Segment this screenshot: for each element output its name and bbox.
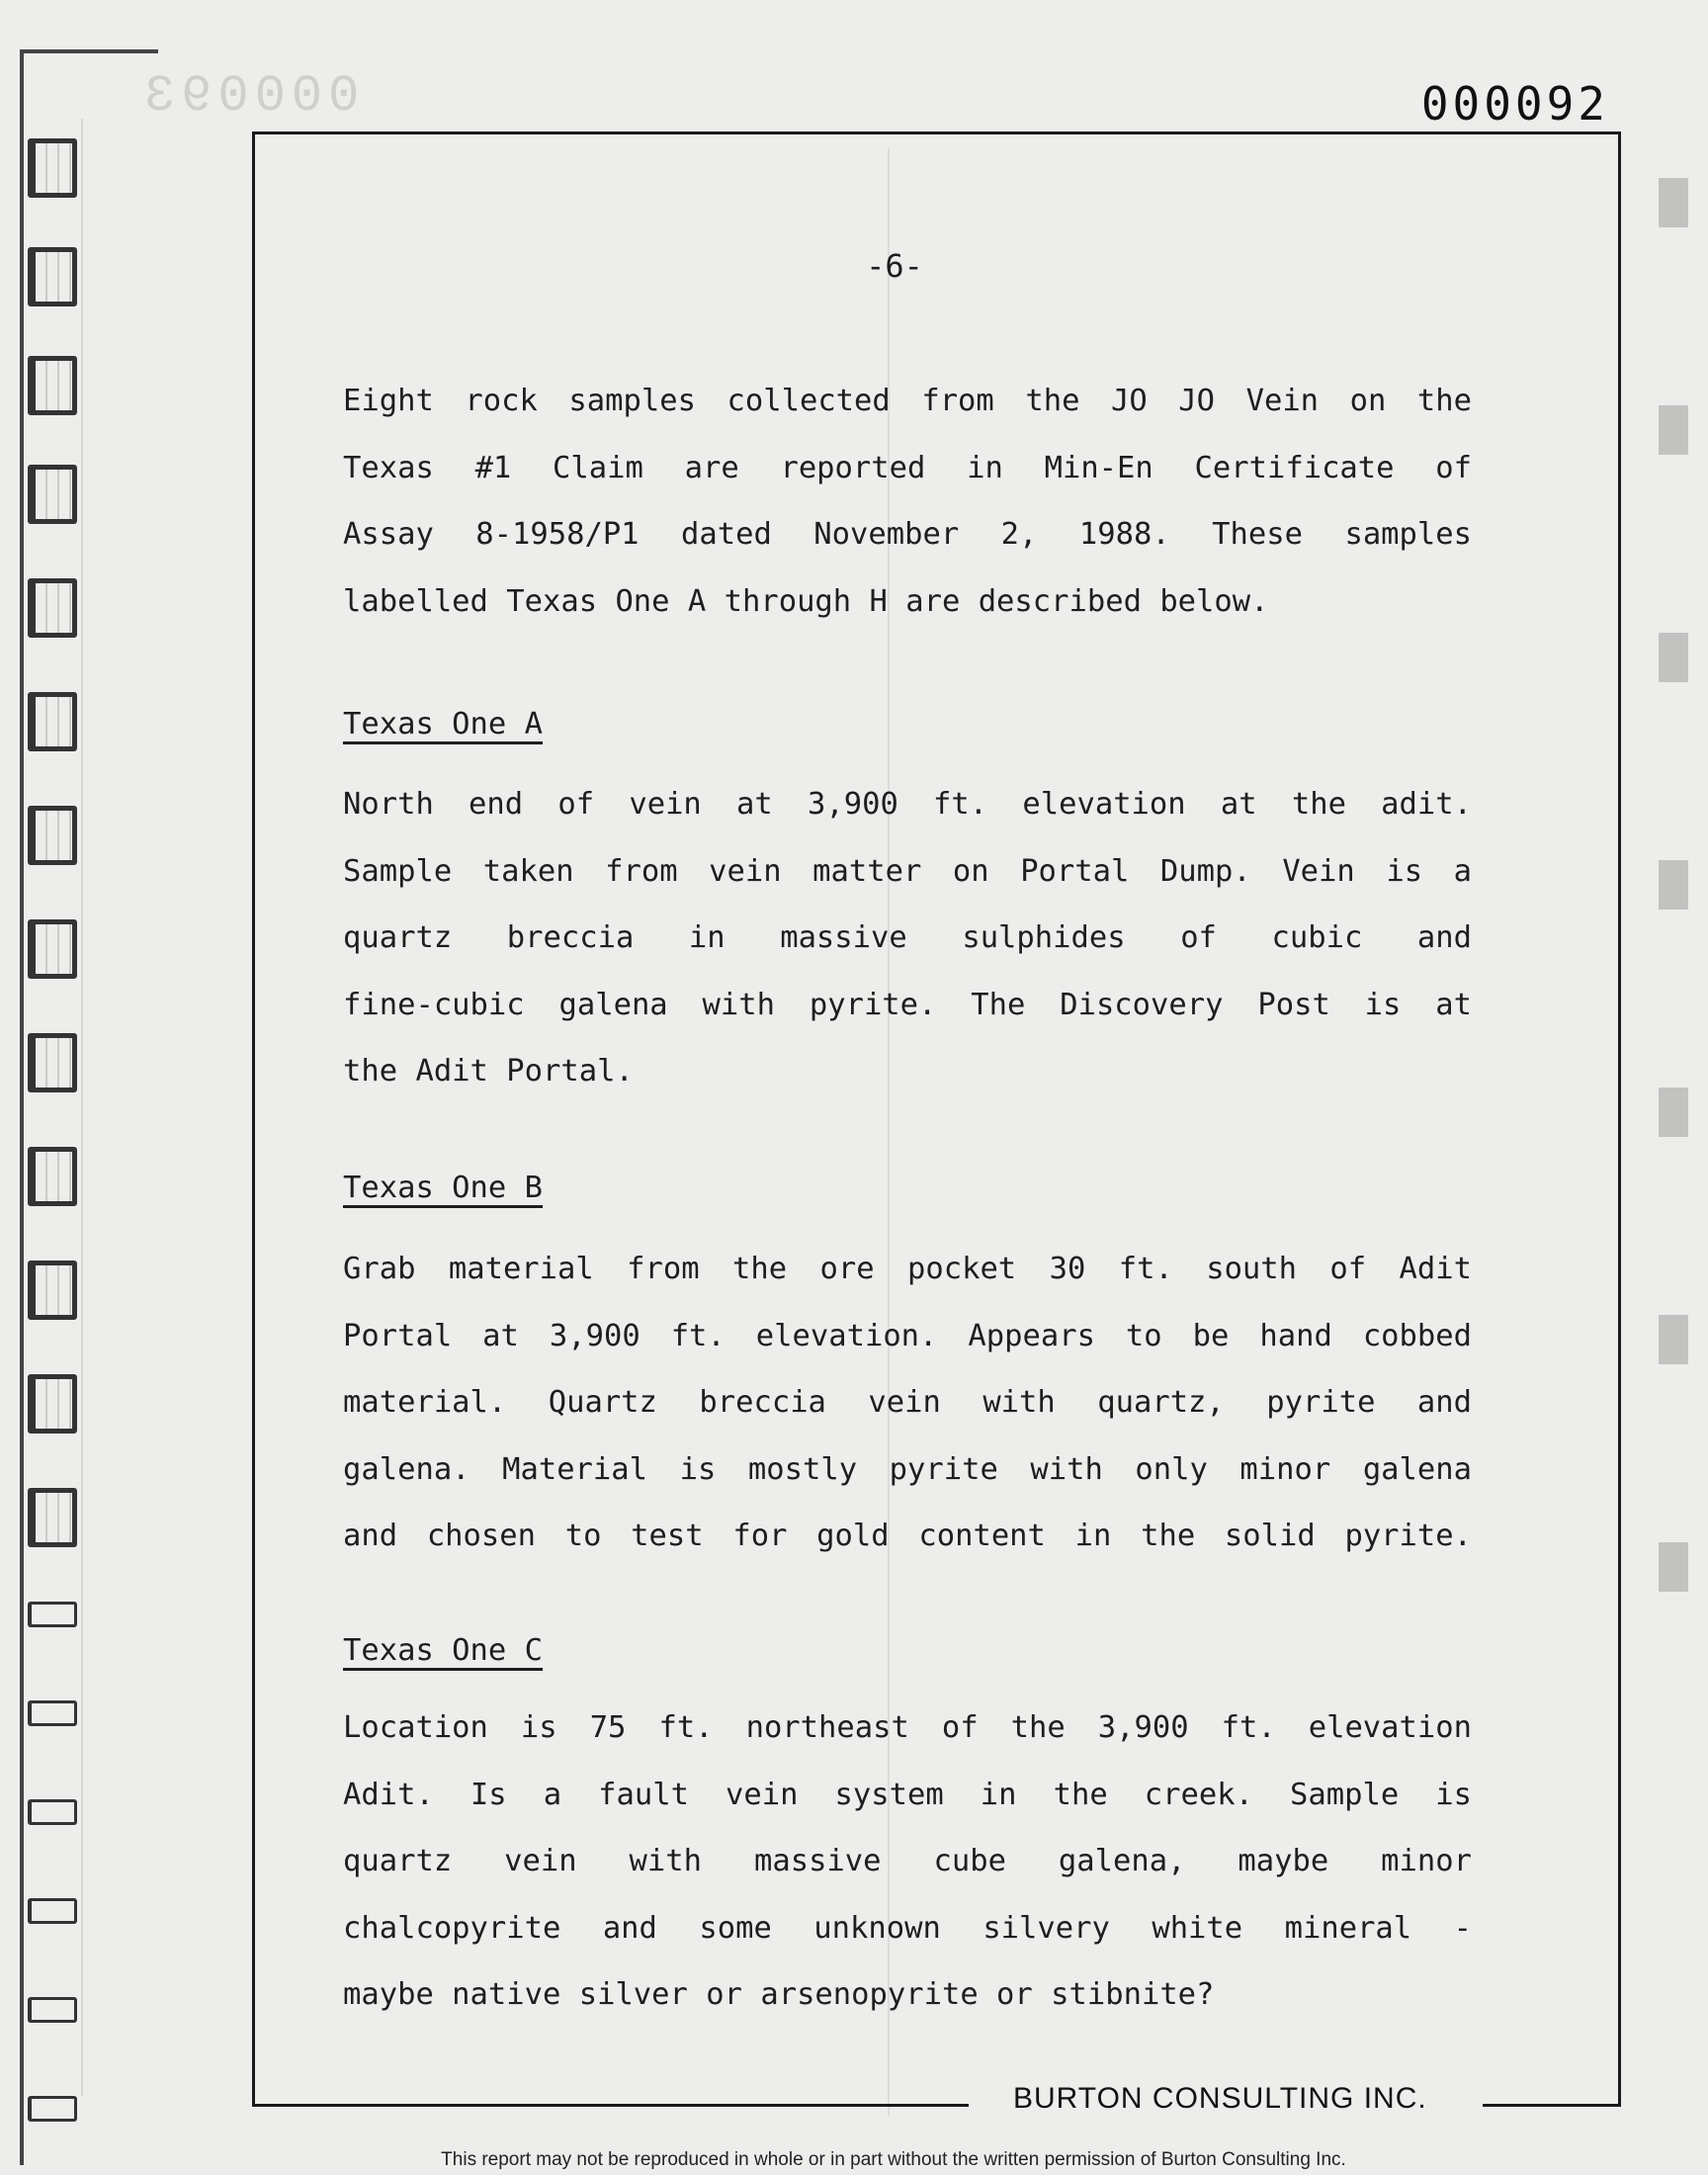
text-line: quartz vein with massive cube galena, maybe minor [343,1844,1472,1878]
bleed-through-edge-marks [1659,89,1688,1770]
text-line: fine-cubic galena with pyrite. The Discovery Post is at [343,987,1472,1022]
bleed-through-serial: 000093 [138,67,360,126]
binding-ring [28,1997,77,2023]
copyright-disclaimer: This report may not be reproduced in whole or in part without the written permission of Burton Consulting Inc. [441,2149,1346,2170]
binding-ring [28,1602,77,1627]
text-line: North end of vein at 3,900 ft. elevation at the adit. [343,787,1472,822]
text-line: Location is 75 ft. northeast of the 3,900 ft. elevation [343,1710,1472,1745]
intro-paragraph [343,368,1472,635]
page-serial-number: 000092 [1420,77,1609,130]
section-heading-texas-one-c: Texas One C [343,1633,543,1668]
company-name: BURTON CONSULTING INC. [1013,2082,1427,2115]
binding-ring [28,138,77,198]
top-margin-scribble [692,0,1068,40]
section-paragraph-texas-one-b [343,1236,1472,1570]
text-line: material. Quartz breccia vein with quartz, pyrite and [343,1385,1472,1420]
spiral-binding [14,40,83,2175]
text-line: chalcopyrite and some unknown silvery white mineral - [343,1910,1472,1946]
binding-ring [28,1147,77,1206]
binding-ring [28,1033,77,1092]
text-line: Eight rock samples collected from the JO JO Vein on the [343,384,1472,418]
binding-ring [28,356,77,415]
binding-ring [28,1374,77,1434]
section-paragraph-texas-one-c [343,1695,1472,2029]
text-line: and chosen to test for gold content in the solid pyrite. [343,1519,1472,1553]
text-line: Texas #1 Claim are reported in Min-En Certificate of [343,450,1472,485]
binding-ring [28,1799,77,1825]
binding-corner [20,49,158,53]
text-line: maybe native silver or arsenopyrite or stibnite? [343,1977,1215,2012]
binding-ring [28,806,77,865]
page-number: -6- [866,247,923,285]
binding-ring [28,247,77,306]
binding-ring [28,1261,77,1320]
text-line: Adit. Is a fault vein system in the creek. Sample is [343,1777,1472,1812]
text-line: Sample taken from vein matter on Portal Dump. Vein is a [343,853,1472,889]
binding-spine [20,49,24,2165]
binding-ring [28,1700,77,1726]
binding-ring [28,692,77,751]
binding-ring [28,919,77,979]
binding-ring [28,1898,77,1924]
binding-ring [28,2096,77,2122]
text-line: Assay 8-1958/P1 dated November 2, 1988. These samples [343,517,1472,552]
section-paragraph-texas-one-a [343,771,1472,1105]
binding-ring [28,465,77,524]
text-line: labelled Texas One A through H are described below. [343,583,1269,619]
text-line: Grab material from the ore pocket 30 ft. south of Adit [343,1252,1472,1286]
binding-ring [28,578,77,638]
binding-ring [28,1488,77,1547]
text-line: the Adit Portal. [343,1054,634,1088]
section-heading-texas-one-a: Texas One A [343,707,543,741]
text-line: Portal at 3,900 ft. elevation. Appears to be hand cobbed [343,1318,1472,1353]
text-line: galena. Material is mostly pyrite with only minor galena [343,1451,1472,1487]
text-line: quartz breccia in massive sulphides of cubic and [343,920,1472,955]
section-heading-texas-one-b: Texas One B [343,1171,543,1205]
